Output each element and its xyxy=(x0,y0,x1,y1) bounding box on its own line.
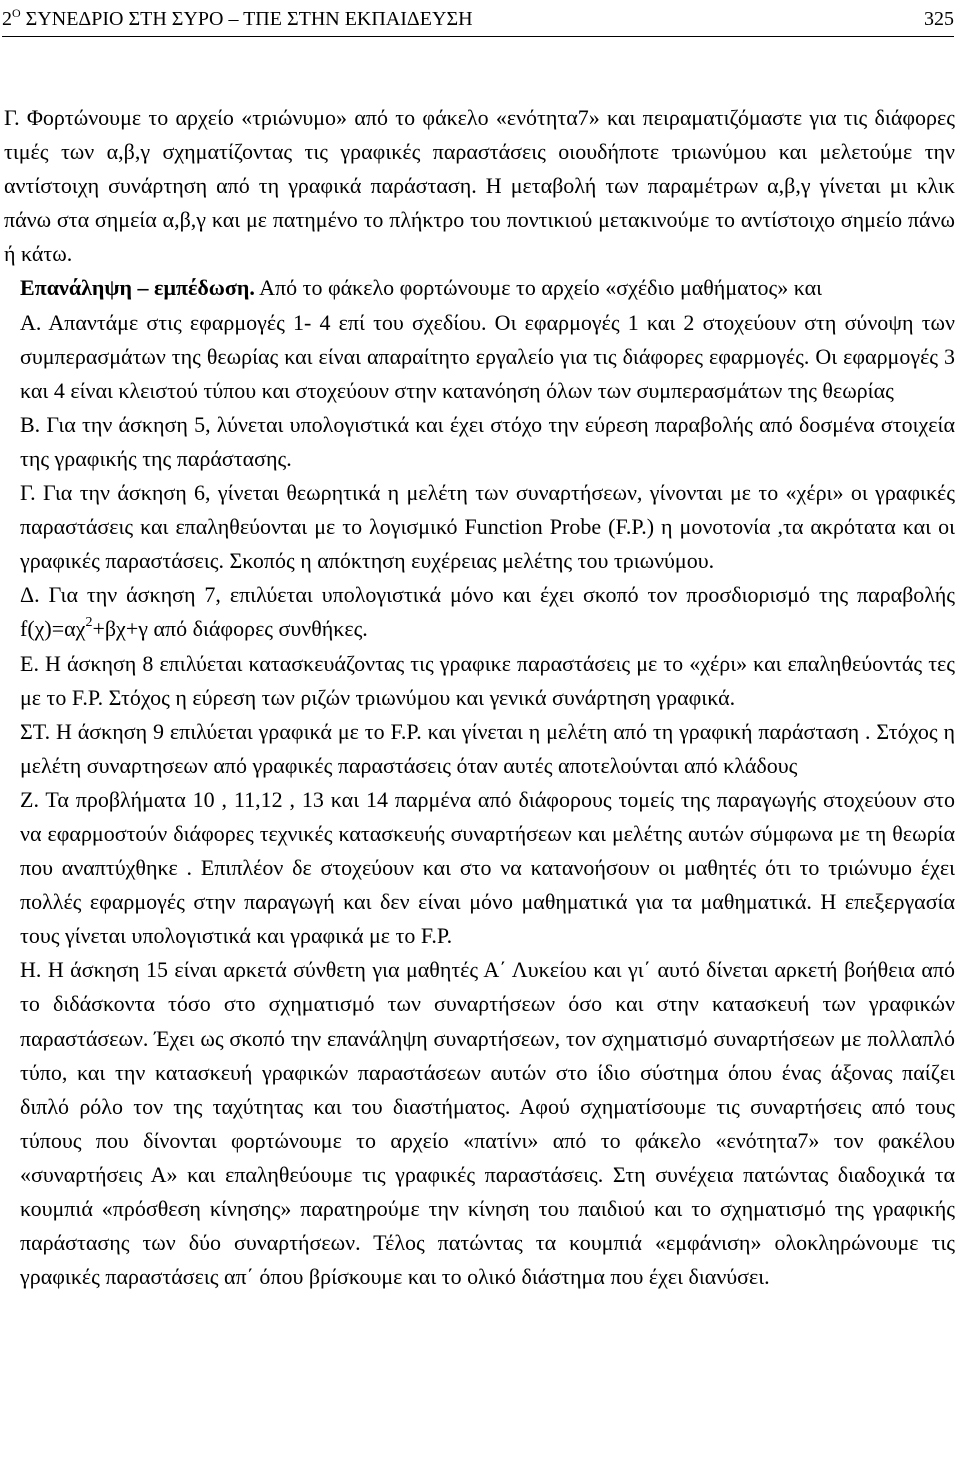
delta-exponent: 2 xyxy=(85,615,93,631)
paragraph-delta xyxy=(4,578,955,646)
page-header xyxy=(2,6,954,32)
paragraph-st: ΣΤ. Η άσκηση 9 επιλύεται γραφικά με το F.P. και γίνεται η μελέτη από τη γραφική παράσταση . Στόχος η μελέτη συναρτησεων από γραφικές παραστάσεις όταν αυτές αποτελούνται από κλάδους xyxy=(20,718,955,778)
document-body xyxy=(4,101,955,1294)
paragraph-beta: Β. Για την άσκηση 5, λύνεται υπολογιστικά και έχει στόχο την εύρεση παραβολής από δοσμένα στοιχεία της γραφικής της παράστασης. xyxy=(20,411,955,471)
conference-superscript: O xyxy=(12,6,21,20)
paragraph-zeta: Ζ. Τα προβλήματα 10 , 11,12 , 13 και 14 παρμένα από διάφορους τομείς της παραγωγής στοχεύουν στο να εφαρμοστούν διάφορες τεχνικές κατασκευής συναρτήσεων και μελέτης αυτών σύμφωνα με τη θεωρία που αναπτύχθηκε . Επιπλέον δε στοχεύουν και στο να κατανοήσουν οι μαθητές ότι το τριώνυμο έχει πολλές εφαρμογές στην παραγωγή και δεν είναι μόνο μαθηματικά για τα μαθηματικά. Η επεξεργασία τους γίνεται υπολογιστικά και γραφικά με το F.P. xyxy=(20,786,955,949)
conference-name: ΣΥΝΕΔΡΙΟ ΣΤΗ ΣΥΡΟ – ΤΠΕ ΣΤΗΝ ΕΚΠΑΙΔΕΥΣΗ xyxy=(20,8,473,30)
page-number: 325 xyxy=(924,8,954,30)
paragraph-gamma-intro: Γ. Φορτώνουμε το αρχείο «τριώνυμο» από το φάκελο «ενότητα7» και πειραματιζόμαστε για τις διάφορες τιμές των α,β,γ σχηματίζοντας τις γραφικές παραστάσεις οιουδήποτε τριωνύμου και μελετούμε την αντίστοιχη συνάρτηση από τη γραφικά παράσταση. Η μεταβολή των παραμέτρων α,β,γ γίνεται μι κλικ πάνω στα σημεία α,β,γ και με πατημένο το πλήκτρο του ποντικιού μετακινούμε το αντίστοιχο σημείο πάνω ή κάτω. xyxy=(4,105,955,267)
conference-title xyxy=(2,6,473,32)
review-text: Από το φάκελο φορτώνουμε το αρχείο «σχέδιο μαθήματος» και xyxy=(254,275,823,301)
paragraph-review xyxy=(4,271,955,305)
delta-text-after: +βχ+γ από διάφορες συνθήκες. xyxy=(92,616,368,642)
conference-number: 2 xyxy=(2,8,12,30)
header-rule xyxy=(2,36,954,37)
paragraph-eta: Η. Η άσκηση 15 είναι αρκετά σύνθετη για μαθητές Α΄ Λυκείου και γι΄ αυτό δίνεται αρκετή βοήθεια από το διδάσκοντα τόσο στο σχηματισμό των συναρτήσεων όσο και στην κατασκευή των γραφικών παραστάσεων. Έχει ως σκοπό την επανάληψη συναρτήσεων, τον σχηματισμό συναρτήσεων με πολλαπλό τύπο, και την κατασκευή γραφικών παραστάσεων αυτών στο ίδιο σύστημα όπου ένας άξονας παίζει διπλό ρόλο τον της ταχύτητας και του διαστήματος. Αφού σχηματίσουμε τις συναρτήσεις από τους τύπους που δίνονται φορτώνουμε το αρχείο «πατίνι» από το φάκελο «ενότητα7» τον φακέλου «συναρτήσεις Α» και επαληθεύουμε τις γραφικές παραστάσεις. Στη συνέχεια πατώντας διαδοχικά τα κουμπιά «πρόσθεση κίνησης» παρατηρούμε την κίνηση του παιδιού και το σχηματισμό της γραφικής παράστασης των δύο συναρτήσεων. Τέλος πατώντας τα κουμπιά «εμφάνιση» ολοκληρώνουμε τις γραφικές παραστάσεις απ΄ όπου βρίσκουμε και το ολικό διάστημα που έχει διανύσει. xyxy=(20,957,955,1290)
paragraph-epsilon: Ε. Η άσκηση 8 επιλύεται κατασκευάζοντας τις γραφικε παραστάσεις με το «χέρι» και επαληθεύοντάς τες με το F.P. Στόχος η εύρεση των ριζών τριωνύμου και γενικά συνάρτηση γραφικά. xyxy=(20,650,955,710)
review-heading: Επανάληψη – εμπέδωση. xyxy=(20,275,255,301)
paragraph-alpha: Α. Απαντάμε στις εφαρμογές 1- 4 επί του σχεδίου. Οι εφαρμογές 1 και 2 στοχεύουν στη σύνοψη των συμπερασμάτων της θεωρίας και είναι απαραίτητο εργαλείο για τις διάφορες εφαρμογές. Οι εφαρμογές 3 και 4 είναι κλειστού τύπου και στοχεύουν στην κατανόηση όλων των συμπερασμάτων της θεωρίας xyxy=(20,309,955,403)
delta-text-before: Δ. Για την άσκηση 7, επιλύεται υπολογιστικά μόνο και έχει σκοπό τον προσδιορισμό της παραβολής f(χ)=αχ xyxy=(20,582,955,642)
paragraph-gamma: Γ. Για την άσκηση 6, γίνεται θεωρητικά η μελέτη των συναρτήσεων, γίνονται με το «χέρι» οι γραφικές παραστάσεις και επαληθεύονται με το λογισμικό Function Probe (F.P.) η μονοτονία ,τα ακρότατα και οι γραφικές παραστάσεις. Σκοπός η απόκτηση ευχέρειας μελέτης του τριωνύμου. xyxy=(20,480,955,574)
